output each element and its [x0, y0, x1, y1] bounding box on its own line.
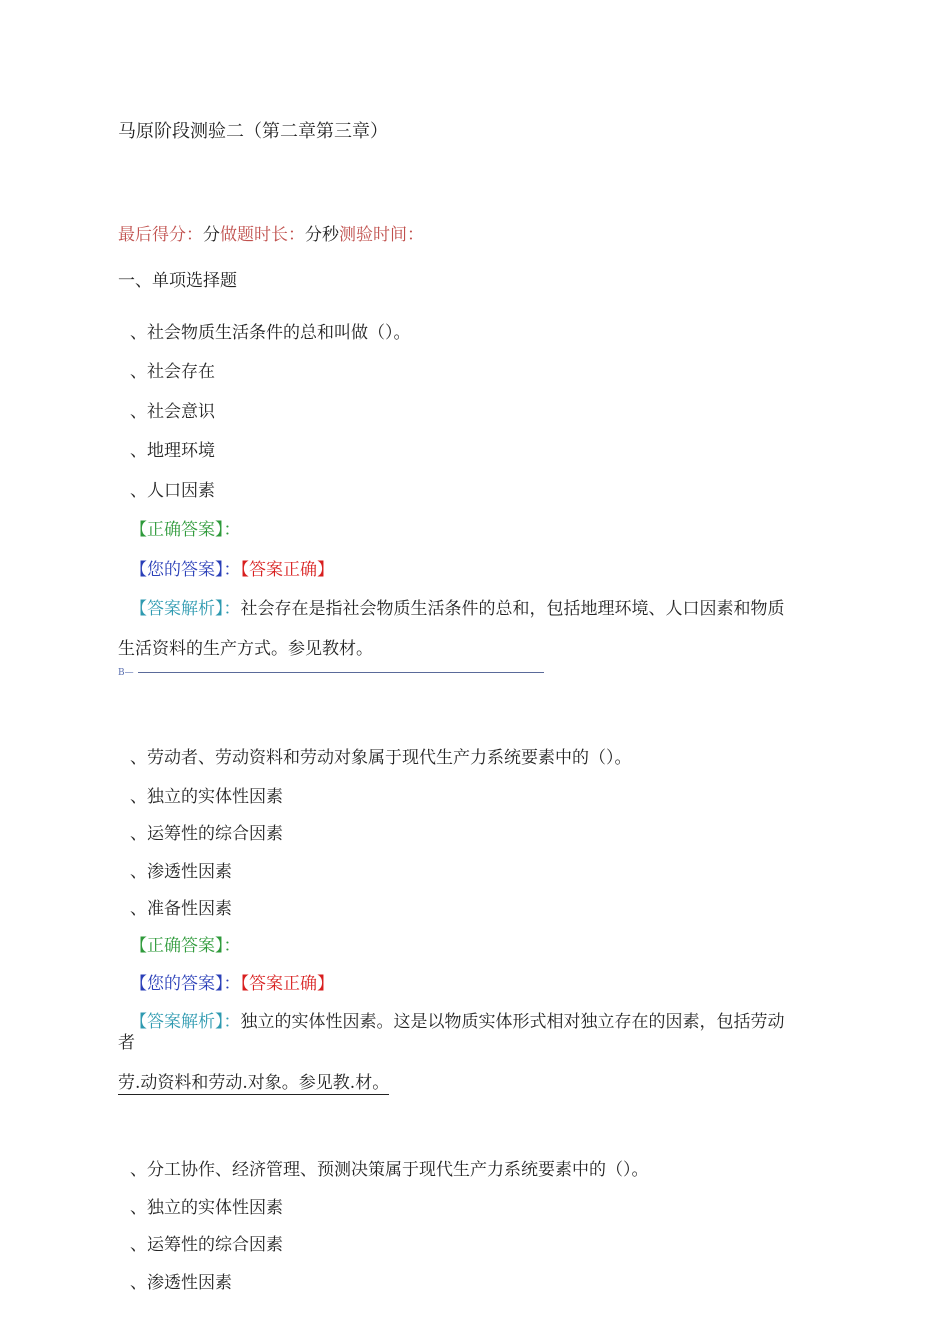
test-time-label: 测验时间： — [339, 225, 424, 245]
question-3-stem: 、分工协作、经济管理、预测决策属于现代生产力系统要素中的（）。 — [130, 1160, 649, 1180]
page-title: 马原阶段测验二（第二章第三章） — [118, 121, 388, 142]
question-2-correct-answer — [130, 935, 241, 957]
question-2-analysis-cont — [118, 1072, 389, 1094]
question-2-stem: 、劳动者、劳动资料和劳动对象属于现代生产力系统要素中的（）。 — [130, 748, 632, 768]
question-2-option-c[interactable]: 、渗透性因素 — [130, 862, 232, 882]
colon: ： — [223, 936, 241, 956]
question-1-correct-answer — [130, 519, 241, 541]
analysis-text: 社会存在是指社会物质生活条件的总和，包括地理环境、人口因素和物质 — [240, 599, 785, 619]
answer-correct-badge: 【答案正确】 — [240, 974, 334, 994]
colon: ： — [223, 974, 241, 994]
question-2-option-d[interactable]: 、准备性因素 — [130, 899, 232, 919]
analysis-label: 【答案解析】 — [130, 1012, 224, 1032]
final-score-label: 最后得分： — [118, 225, 203, 245]
separator-mark: B— — [118, 668, 134, 678]
analysis-label: 【答案解析】 — [130, 599, 224, 619]
colon: ： — [223, 1012, 241, 1032]
question-2-analysis — [130, 1011, 785, 1033]
question-1-option-d[interactable]: 、人口因素 — [130, 481, 215, 501]
your-answer-label: 【您的答案】 — [130, 560, 224, 580]
question-2-option-a[interactable]: 、独立的实体性因素 — [130, 787, 283, 807]
score-unit: 分 — [203, 225, 220, 245]
question-1-stem: 、社会物质生活条件的总和叫做（）。 — [130, 323, 411, 343]
your-answer-label: 【您的答案】 — [130, 974, 224, 994]
question-2-option-b[interactable]: 、运筹性的综合因素 — [130, 824, 283, 844]
correct-answer-label: 【正确答案】 — [130, 520, 224, 540]
duration-unit: 分秒 — [305, 225, 339, 245]
question-1-analysis — [130, 598, 785, 620]
question-3-option-a[interactable]: 、独立的实体性因素 — [130, 1198, 283, 1218]
analysis-underlined-text: 劳.动资料和劳动.对象。参见教.材。 — [118, 1073, 390, 1093]
answer-correct-badge: 【答案正确】 — [240, 560, 334, 580]
question-3-option-b[interactable]: 、运筹性的综合因素 — [130, 1235, 283, 1255]
question-1-option-c[interactable]: 、地理环境 — [130, 441, 215, 461]
question-2-your-answer — [130, 973, 334, 995]
colon: ： — [223, 520, 241, 540]
section-heading: 一、单项选择题 — [118, 271, 237, 291]
score-line — [118, 224, 424, 246]
question-1-option-a[interactable]: 、社会存在 — [130, 362, 215, 382]
question-3-option-c[interactable]: 、渗透性因素 — [130, 1273, 232, 1293]
colon: ： — [223, 560, 241, 580]
duration-label: 做题时长： — [220, 225, 305, 245]
question-1-analysis-cont: 生活资料的生产方式。参见教材。 — [118, 639, 373, 659]
question-1-option-b[interactable]: 、社会意识 — [130, 402, 215, 422]
colon: ： — [223, 599, 241, 619]
question-2-analysis-wrap: 者 — [118, 1033, 135, 1053]
analysis-text: 独立的实体性因素。这是以物质实体形式相对独立存在的因素，包括劳动 — [240, 1012, 785, 1032]
separator-line — [118, 668, 544, 678]
question-1-your-answer — [130, 559, 334, 581]
correct-answer-label: 【正确答案】 — [130, 936, 224, 956]
